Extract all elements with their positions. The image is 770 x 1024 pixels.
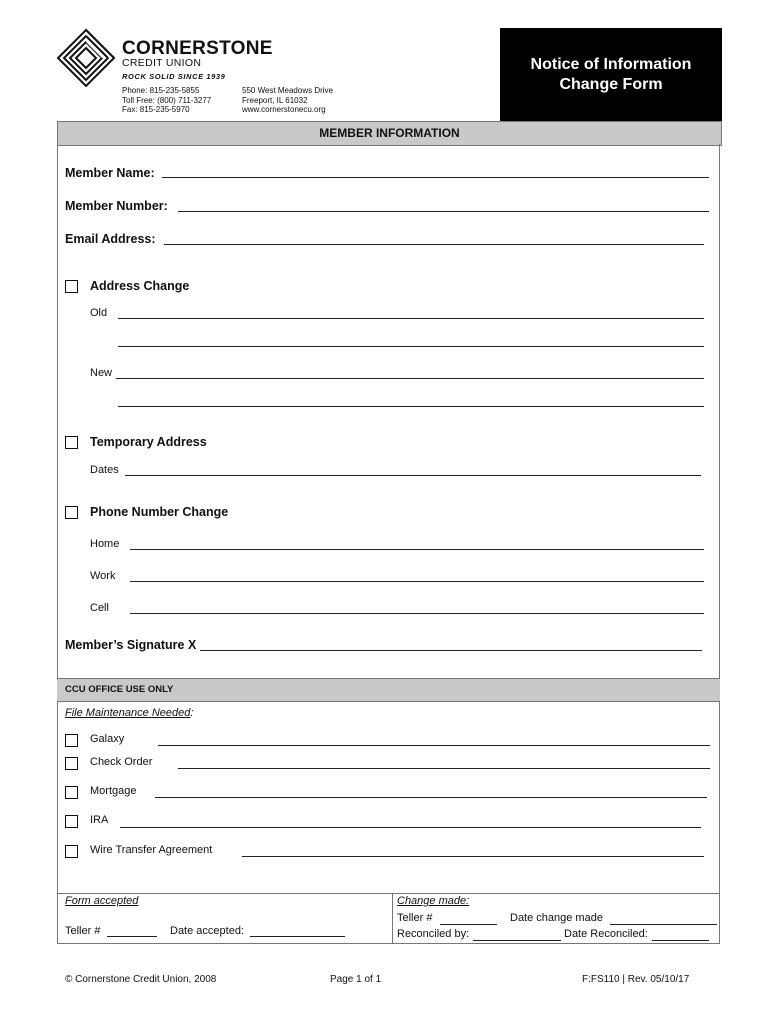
mortgage-checkbox[interactable] [65,786,78,799]
wire-transfer-field[interactable] [242,856,704,857]
date-accepted-field[interactable] [250,936,345,937]
bottom-divider [57,893,720,894]
contact-address [242,86,333,115]
teller-field[interactable] [107,936,157,937]
email-address-field[interactable] [164,244,704,245]
change-made-label: Change made: [397,895,470,907]
dates-label: Dates [90,464,119,476]
new-address-field-2[interactable] [118,406,704,407]
bottom-column-divider [392,893,393,944]
wire-transfer-checkbox[interactable] [65,845,78,858]
teller-2-field[interactable] [440,924,497,925]
date-change-made-label: Date change made [510,912,603,924]
phone-number-change-label: Phone Number Change [90,505,229,519]
contact-phones [122,86,211,115]
ira-checkbox[interactable] [65,815,78,828]
footer-form-id: F:FS110 | Rev. 05/10/17 [582,974,690,985]
email-address-label: Email Address: [65,232,156,246]
member-signature-label: Member’s Signature X [65,638,197,652]
brand-subtitle: CREDIT UNION [122,57,202,69]
new-address-label: New [90,367,113,379]
brand-tagline: ROCK SOLID SINCE 1939 [122,72,226,81]
date-change-made-field[interactable] [610,924,717,925]
check-order-field[interactable] [178,768,710,769]
footer-copyright: © Cornerstone Credit Union, 2008 [65,974,217,985]
fax-text: Fax: 815-235-5970 [122,105,190,114]
form-title-line-2: Change Form [559,75,663,93]
address-change-label: Address Change [90,279,190,293]
dates-field[interactable] [125,475,701,476]
old-address-field-1[interactable] [118,318,704,319]
check-order-checkbox[interactable] [65,757,78,770]
address-change-checkbox[interactable] [65,280,78,293]
member-signature-field[interactable] [200,650,702,651]
file-maintenance-text: File Maintenance Needed [65,707,191,719]
brand-name: CORNERSTONE [122,38,273,59]
reconciled-by-label: Reconciled by: [397,928,470,940]
mortgage-label: Mortgage [90,785,137,797]
date-reconciled-field[interactable] [652,940,709,941]
address-line-1: 550 West Meadows Drive [242,86,333,95]
file-maintenance-label [65,707,193,719]
office-use-header [57,678,720,702]
member-information-header: MEMBER INFORMATION [57,121,722,146]
wire-transfer-label: Wire Transfer Agreement [90,844,213,856]
temporary-address-label: Temporary Address [90,435,207,449]
teller-2-label: Teller # [397,912,433,924]
cornerstone-logo-icon [56,28,116,88]
galaxy-label: Galaxy [90,733,125,745]
address-line-2: Freeport, IL 61032 [242,95,308,105]
member-name-field[interactable] [162,177,709,178]
teller-label: Teller # [65,925,101,937]
phone-text: Phone: 815-235-5855 [122,86,200,95]
file-maintenance-colon: : [190,707,194,719]
galaxy-field[interactable] [158,745,710,746]
date-reconciled-label: Date Reconciled: [564,928,648,940]
reconciled-by-field[interactable] [473,940,561,941]
work-phone-label: Work [90,570,116,582]
home-phone-label: Home [90,538,120,550]
office-use-label: CCU OFFICE USE ONLY [65,684,174,695]
ira-field[interactable] [120,827,701,828]
form-title-box [500,28,722,121]
ira-label: IRA [90,814,109,826]
galaxy-checkbox[interactable] [65,734,78,747]
form-accepted-label: Form accepted [65,895,139,907]
check-order-label: Check Order [90,756,153,768]
form-title-line-1: Notice of Information [530,55,692,73]
new-address-field-1[interactable] [116,378,704,379]
old-address-label: Old [90,307,108,319]
date-accepted-label: Date accepted: [170,925,244,937]
toll-free-text: Toll Free: (800) 711-3277 [122,95,212,105]
form-border [57,144,720,944]
cell-phone-label: Cell [90,602,109,614]
cell-phone-field[interactable] [130,613,704,614]
old-address-field-2[interactable] [118,346,704,347]
member-number-field[interactable] [178,211,709,212]
member-number-label: Member Number: [65,199,168,213]
temporary-address-checkbox[interactable] [65,436,78,449]
phone-number-change-checkbox[interactable] [65,506,78,519]
work-phone-field[interactable] [130,581,704,582]
website-text: www.cornerstonecu.org [242,105,326,114]
member-name-label: Member Name: [65,166,155,180]
footer-page-number: Page 1 of 1 [330,974,382,985]
home-phone-field[interactable] [130,549,704,550]
mortgage-field[interactable] [155,797,707,798]
